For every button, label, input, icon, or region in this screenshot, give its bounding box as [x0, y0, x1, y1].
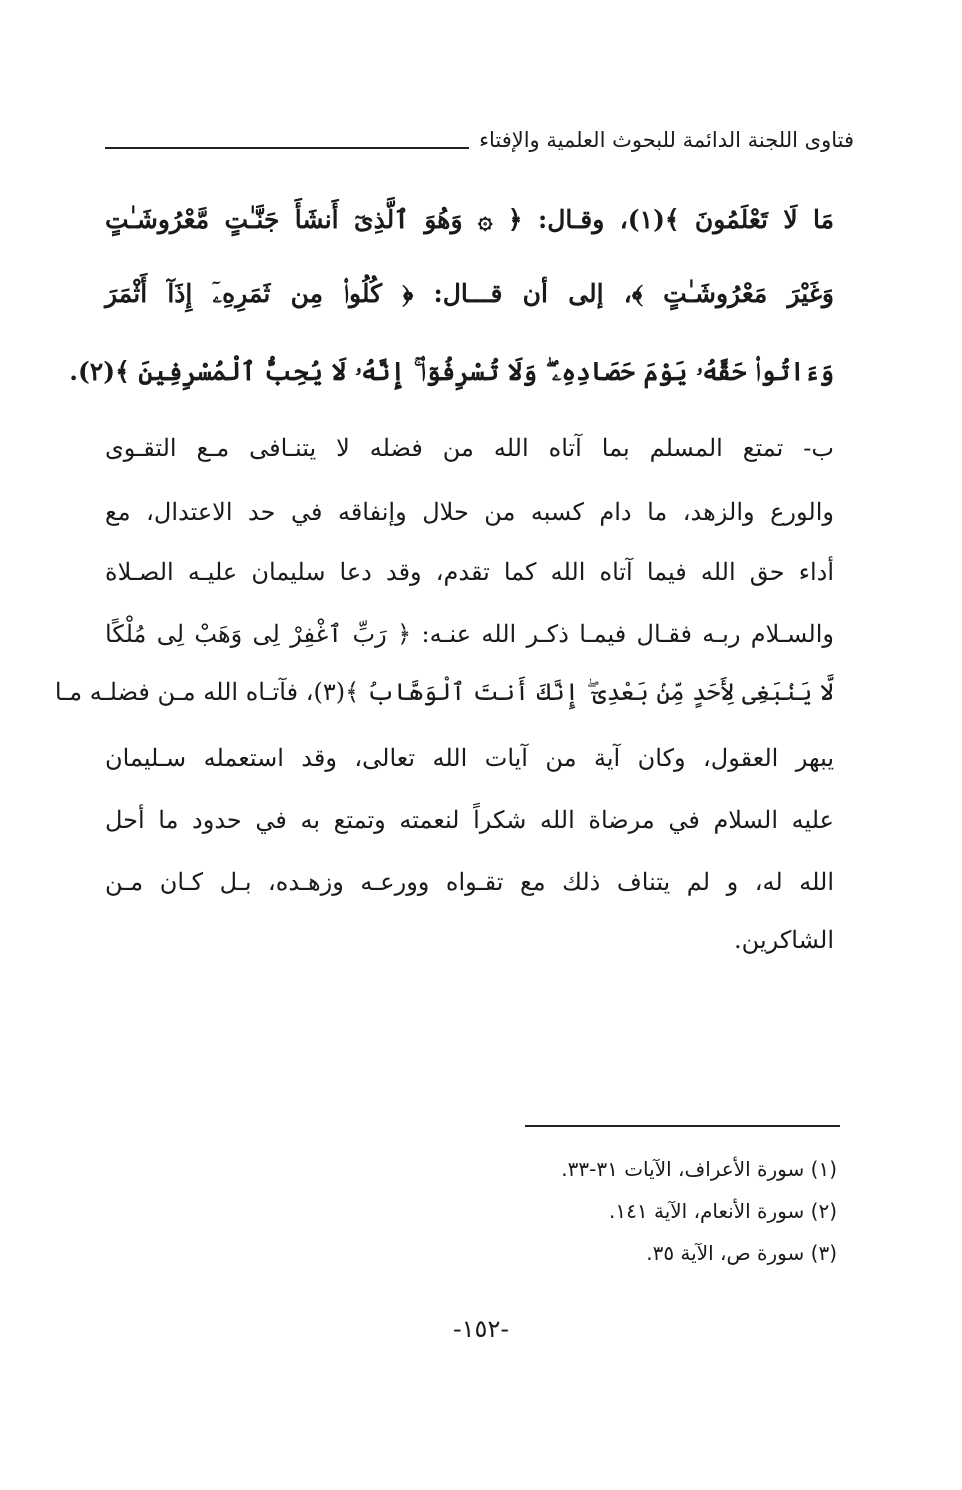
- text-line: لَّا يَنۢبَغِى لِأَحَدٍ مِّنۢ بَعْدِىٓ ۖ إِنَّكَ أَنتَ ٱلْوَهَّابُ ﴾(٣)، فآتـاه الله مـن فضلـه مـا: [54, 678, 834, 706]
- running-header: [105, 128, 854, 152]
- text-line: والورع والزهد، ما دام كسبه من حلال وإنفاقه في حد الاعتدال، مع: [105, 498, 834, 526]
- text-line: وَءَاتُوا۟ حَقَّهُۥ يَوْمَ حَصَادِهِۦ ۖ وَلَا تُسْرِفُوٓا۟ ۚ إِنَّهُۥ لَا يُحِبُّ ٱلْمُسْرِفِينَ ﴾(٢).: [69, 357, 834, 386]
- footnote: (١) سورة الأعراف، الآيات ٣١-٣٣.: [561, 1157, 837, 1181]
- text-line: ب- تمتع المسلم بما آتاه الله من فضله لا يتنـافى مـع التقـوى: [105, 434, 834, 462]
- text-line: مَا لَا تَعْلَمُونَ ﴾(١)، وقـال: ﴿ ۞ وَهُوَ ٱلَّذِىٓ أَنشَأَ جَنَّـٰتٍ مَّعْرُوشَـٰتٍ: [105, 205, 834, 234]
- footnotes: [561, 1148, 837, 1274]
- footnote: (٢) سورة الأنعام، الآية ١٤١.: [609, 1199, 837, 1223]
- text-line: الشاكرين.: [734, 926, 834, 954]
- text-line: وَغَيْرَ مَعْرُوشَـٰتٍ ﴾، إلى أن قـــال: ﴿ كُلُوا۟ مِن ثَمَرِهِۦٓ إِذَآ أَثْمَرَ: [105, 279, 834, 308]
- text-line: أداء حق الله فيما آتاه الله كما تقدم، وقد دعا سليمان عليـه الصـلاة: [105, 558, 834, 586]
- text-line: الله له، و لم يتناف ذلك مع تقـواه وورعـه وزهـده، بـل كـان مـن: [105, 868, 834, 896]
- running-header-title: فتاوى اللجنة الدائمة للبحوث العلمية والإفتاء: [479, 128, 854, 152]
- page-number: -١٥٢-: [452, 1315, 509, 1343]
- footnote: (٣) سورة ص، الآية ٣٥.: [646, 1241, 837, 1265]
- text-line: يبهر العقول، وكان آية من آيات الله تعالى، وقد استعمله سـليمان: [105, 744, 834, 772]
- text-line: والسـلام ربـه فقـال فيمـا ذكـر الله عنـه: ﴿ رَبِّ ٱغْفِرْ لِى وَهَبْ لِى مُلْكًا: [105, 620, 834, 648]
- header-rule: [105, 147, 469, 149]
- footnote-rule: [525, 1125, 840, 1127]
- text-line: عليه السلام في مرضاة الله شكراً لنعمته وتمتع به في حدود ما أحل: [105, 806, 834, 834]
